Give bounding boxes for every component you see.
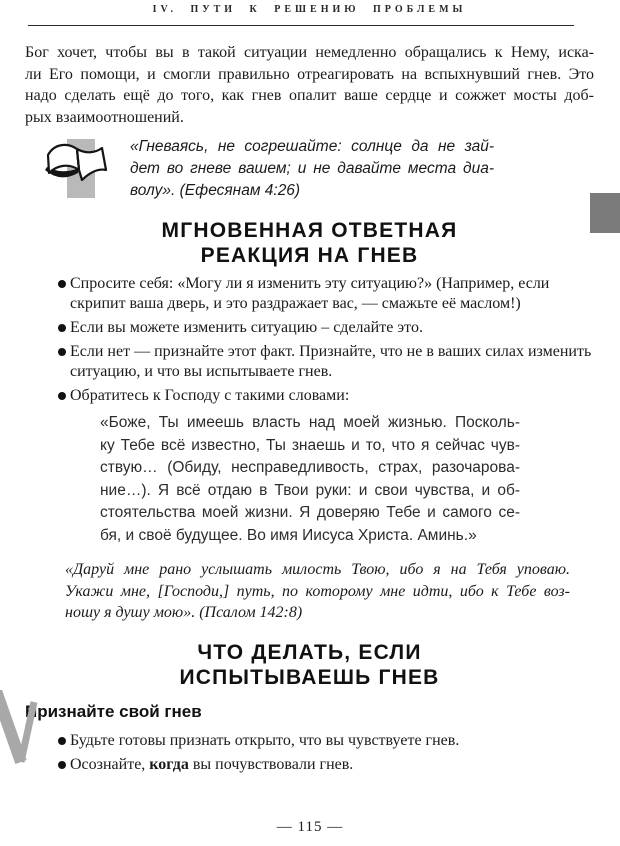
section-title-what-to-do: ЧТО ДЕЛАТЬ, ЕСЛИ ИСПЫТЫВАЕШЬ ГНЕВ — [179, 640, 440, 689]
bullet-text-suffix: вы почувствовали гнев. — [188, 755, 354, 773]
bullet-text: Спросите себя: «Могу ли я изменить эту ситуацию?» (Например, если скрипит ваша дверь, и это раздражает вас, — смажьте её маслом!) — [70, 275, 550, 312]
list-item — [25, 274, 594, 314]
subsection-title: Признайте свой гнев — [25, 701, 202, 721]
bullet-text: Если нет — признайте этот факт. Признайте, что не в ваших силах изменить ситуацию, и что вы испытываете гнев. — [70, 343, 592, 380]
list-item — [25, 755, 594, 775]
bullet-text — [70, 756, 353, 773]
bullet-icon — [58, 392, 66, 400]
prayer-quote: «Боже, Ты имеешь власть над моей жизнью. Посколь- ку Тебе всё известно, Ты знаешь и то, что я сейчас чув- ствую… (Обиду, несправедливость, страх, разочарова- ние…). Я всё отдаю в Твои руки: и свои чувства, и об- стоятельства моей жизни. Я доверяю Тебе и самого се- бя, и своё будущее. Во имя Иисуса Христа. Аминь.» — [100, 414, 520, 544]
list-item — [25, 318, 594, 338]
open-book-icon — [25, 136, 130, 202]
bullet-text-prefix: Осознайте, — [70, 755, 150, 773]
bullet-list-immediate — [25, 274, 594, 406]
list-item — [25, 386, 594, 406]
header-rule — [28, 25, 574, 26]
intro-paragraph: Бог хочет, чтобы вы в такой ситуации немедленно обращались к Нему, иска- ли Его помощи, и смогли правильно отреагировать на вспыхнувший гнев. Это надо сделать ещё до того, как гнев опалит ваше сердце и сожжет мосты доб- рых взаимоотношений. — [25, 44, 594, 126]
epigraph — [25, 136, 594, 202]
epigraph-text: «Гневаясь, не согрешайте: солнце да не зай- дет во гневе вашем; и не давайте места диа- волу». (Ефесянам 4:26) — [130, 138, 494, 199]
section-title-immediate-reaction: МГНОВЕННАЯ ОТВЕТНАЯ РЕАКЦИЯ НА ГНЕВ — [161, 219, 458, 267]
bullet-icon — [58, 761, 66, 769]
list-item — [25, 342, 594, 382]
bullet-text: Обратитесь к Господу с такими словами: — [70, 387, 350, 404]
running-header: IV. ПУТИ К РЕШЕНИЮ ПРОБЛЕМЫ — [152, 4, 467, 15]
bullet-icon — [58, 737, 66, 745]
bullet-icon — [58, 348, 66, 356]
page-number: — 115 — — [276, 819, 344, 835]
list-item — [25, 731, 594, 751]
chapter-side-tab — [590, 193, 620, 233]
bullet-icon — [58, 280, 66, 288]
bullet-list-recognize — [25, 731, 594, 775]
psalm-quote: «Даруй мне рано услышать милость Твою, ибо я на Тебя уповаю. Укажи мне, [Господи,] путь, по которому мне идти, ибо к Тебе воз- ношу я душу мою». (Псалом 142:8) — [65, 561, 570, 621]
bullet-text: Если вы можете изменить ситуацию – сделайте это. — [70, 319, 423, 336]
recognize-anger-section — [25, 702, 594, 775]
bullet-text: Будьте готовы признать открыто, что вы чувствуете гнев. — [70, 731, 460, 749]
bullet-text-bold: когда — [149, 755, 189, 773]
bullet-icon — [58, 324, 66, 332]
